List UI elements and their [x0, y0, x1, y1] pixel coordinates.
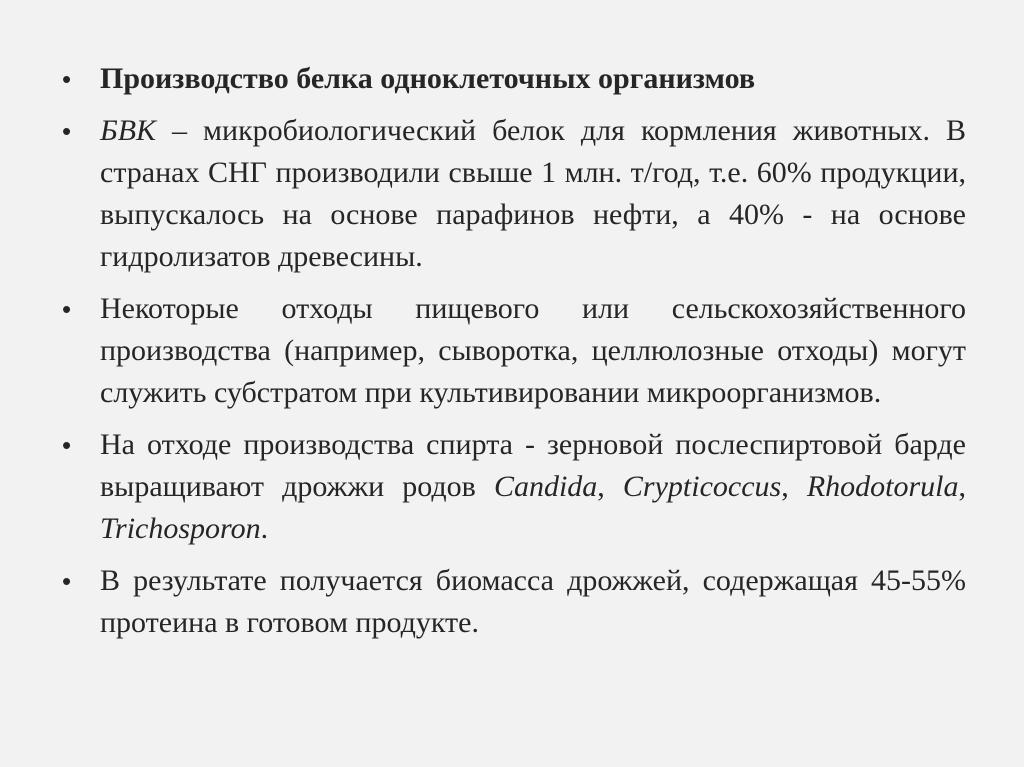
bullet-item-yeast — [60, 424, 966, 550]
bullet-item-title — [60, 58, 966, 100]
result-text: В результате получается биомасса дрожжей, содержащая 45-55% протеина в готовом продукте. — [100, 564, 966, 639]
bullet-list — [60, 58, 966, 654]
slide-heading: Производство белка одноклеточных организмов — [100, 62, 756, 95]
separator: , — [781, 470, 807, 503]
waste-text: Некоторые отходы пищевого или сельскохозяйственного производства (например, сыворотка, целлюлозные отходы) могут служить субстратом при культивировании микроорганизмов. — [100, 292, 966, 409]
bullet-item-waste — [60, 288, 966, 414]
bullet-item-bvk — [60, 110, 966, 278]
separator: , — [958, 470, 967, 503]
sentence-end: . — [260, 512, 269, 545]
genus-rhodotorula: Rhodotorula — [806, 470, 959, 503]
genus-candida: Candida — [493, 470, 598, 503]
bvk-description: – микробиологический белок для кормления животных. В странах СНГ производили свыше 1 млн. т/год, т.е. 60% продукции, выпускалось на основе парафинов нефти, а 40% - на основе гидролизатов древесины. — [100, 114, 966, 273]
genus-crypticoccus: Crypticoccus — [622, 470, 782, 503]
separator: , — [597, 470, 623, 503]
bvk-term: БВК — [100, 114, 156, 147]
genus-trichosporon: Trichosporon — [100, 512, 261, 545]
bullet-item-result — [60, 560, 966, 644]
yeast-text: На отходе производства спирта - зерновой послеспиртовой барде выращивают дрожжи родов — [100, 428, 966, 503]
